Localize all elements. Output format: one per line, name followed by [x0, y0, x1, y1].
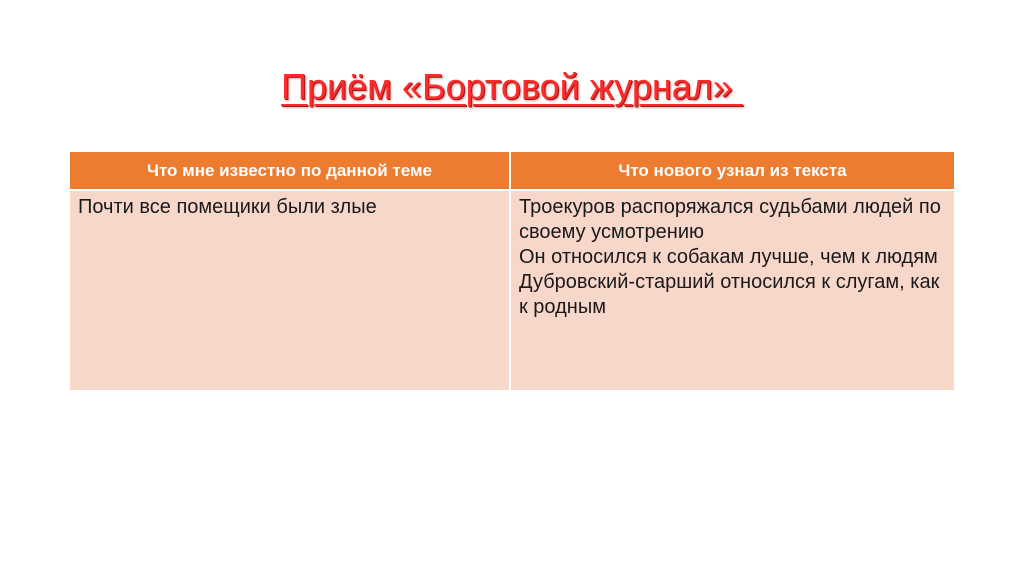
learned-line-1: Троекуров распоряжался судьбами людей по своему усмотрению	[519, 196, 941, 243]
cell-known	[70, 190, 510, 390]
cell-learned	[510, 190, 954, 390]
header-learned: Что нового узнал из текста	[510, 152, 954, 190]
slide-title-text: Приём «Бортовой журнал»	[281, 66, 743, 107]
table-header-row	[70, 152, 954, 190]
header-known: Что мне известно по данной теме	[70, 152, 510, 190]
known-text: Почти все помещики были злые	[78, 196, 377, 218]
table-row	[70, 190, 954, 390]
learned-line-2: Он относился к собакам лучше, чем к людям	[519, 246, 938, 268]
slide-title	[0, 62, 1024, 112]
bortovoy-journal-table	[70, 152, 954, 390]
learned-line-3: Дубровский-старший относился к слугам, как к родным	[519, 271, 940, 318]
